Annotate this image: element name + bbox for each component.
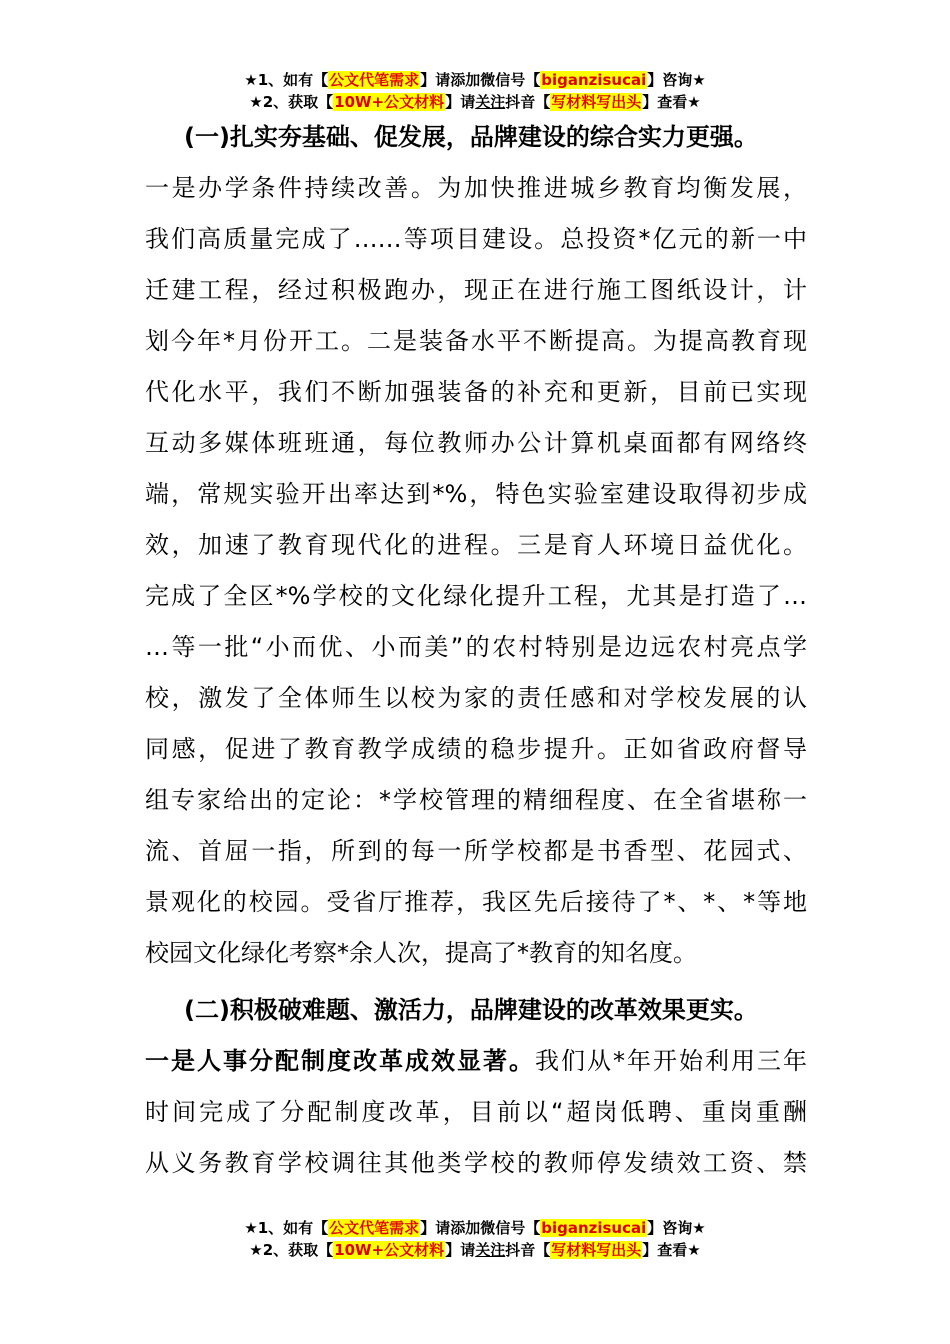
banner-underlined: 关注 bbox=[475, 93, 506, 111]
body-line-last: 校园文化绿化考察*余人次，提高了*教育的知名度。 bbox=[145, 939, 697, 967]
header-banner bbox=[0, 69, 950, 113]
body-line: 互动多媒体班班通，每位教师办公计算机桌面都有网络终 bbox=[145, 429, 807, 457]
banner-text: 】咨询★ bbox=[647, 1219, 706, 1237]
body-line: 迁建工程，经过积极跑办，现正在进行施工图纸设计，计 bbox=[145, 276, 807, 304]
body-line: 我们高质量完成了……等项目建设。总投资*亿元的新一中 bbox=[145, 225, 807, 253]
body-line: 端，常规实验开出率达到*%，特色实验室建设取得初步成 bbox=[145, 480, 807, 508]
banner-highlight: 10W+公文材料 bbox=[334, 93, 445, 111]
banner-text: 】查看★ bbox=[642, 93, 701, 111]
body-line: 一是办学条件持续改善。为加快推进城乡教育均衡发展， bbox=[145, 174, 807, 202]
body-line bbox=[145, 1036, 807, 1087]
footer-banner-line-2 bbox=[0, 1239, 950, 1261]
banner-highlight: 10W+公文材料 bbox=[334, 1241, 445, 1259]
banner-text: 】咨询★ bbox=[647, 71, 706, 89]
banner-text: ★1、如有【 bbox=[244, 1219, 329, 1237]
body-line: 完成了全区*%学校的文化绿化提升工程，尤其是打造了… bbox=[145, 582, 807, 610]
banner-highlight: 公文代笔需求 bbox=[329, 71, 420, 89]
banner-text: 抖音【 bbox=[505, 93, 551, 111]
banner-wechat-id: biganzisucai bbox=[541, 71, 647, 89]
body-line: 流、首屈一指，所到的每一所学校都是书香型、花园式、 bbox=[145, 837, 807, 865]
body-line: 校，激发了全体师生以校为家的责任感和对学校发展的认 bbox=[145, 684, 807, 712]
header-banner-line-1 bbox=[0, 69, 950, 91]
banner-highlight: 写材料写出头 bbox=[551, 93, 642, 111]
section-2 bbox=[145, 985, 807, 1189]
banner-text: ★2、获取【 bbox=[249, 93, 334, 111]
body-text: 我们从*年开始利用三年 bbox=[535, 1047, 807, 1075]
footer-banner-line-1 bbox=[0, 1217, 950, 1239]
section-1 bbox=[145, 112, 807, 979]
body-line: 时间完成了分配制度改革，目前以“超岗低聘、重岗重酬 bbox=[145, 1098, 807, 1126]
banner-text: 】查看★ bbox=[642, 1241, 701, 1259]
banner-text: ★1、如有【 bbox=[244, 71, 329, 89]
header-banner-line-2 bbox=[0, 91, 950, 113]
body-line: 从义务教育学校调往其他类学校的教师停发绩效工资、禁 bbox=[145, 1149, 807, 1177]
banner-text: ★2、获取【 bbox=[249, 1241, 334, 1259]
banner-text: 】请 bbox=[445, 1241, 476, 1259]
banner-highlight: 公文代笔需求 bbox=[329, 1219, 420, 1237]
banner-text: 】请添加微信号【 bbox=[420, 71, 541, 89]
banner-wechat-id: biganzisucai bbox=[541, 1219, 647, 1237]
section-2-heading: (二)积极破难题、激活力，品牌建设的改革效果更实。 bbox=[184, 996, 758, 1024]
section-1-heading: (一)扎实夯基础、促发展，品牌建设的综合实力更强。 bbox=[184, 123, 758, 151]
body-line: 景观化的校园。受省厅推荐，我区先后接待了*、*、*等地 bbox=[145, 888, 807, 916]
banner-text: 】请添加微信号【 bbox=[420, 1219, 541, 1237]
footer-banner bbox=[0, 1217, 950, 1261]
banner-underlined: 关注 bbox=[475, 1241, 506, 1259]
body-line: …等一批“小而优、小而美”的农村特别是边远农村亮点学 bbox=[145, 633, 807, 661]
banner-text: 抖音【 bbox=[505, 1241, 551, 1259]
banner-highlight: 写材料写出头 bbox=[551, 1241, 642, 1259]
body-line: 效，加速了教育现代化的进程。三是育人环境日益优化。 bbox=[145, 531, 807, 559]
body-line: 组专家给出的定论：*学校管理的精细程度、在全省堪称一 bbox=[145, 786, 807, 814]
body-line: 同感，促进了教育教学成绩的稳步提升。正如省政府督导 bbox=[145, 735, 807, 763]
body-line: 划今年*月份开工。二是装备水平不断提高。为提高教育现 bbox=[145, 327, 807, 355]
banner-text: 】请 bbox=[445, 93, 476, 111]
body-line: 代化水平，我们不断加强装备的补充和更新，目前已实现 bbox=[145, 378, 807, 406]
bold-lead-sentence: 一是人事分配制度改革成效显著。 bbox=[145, 1047, 535, 1075]
